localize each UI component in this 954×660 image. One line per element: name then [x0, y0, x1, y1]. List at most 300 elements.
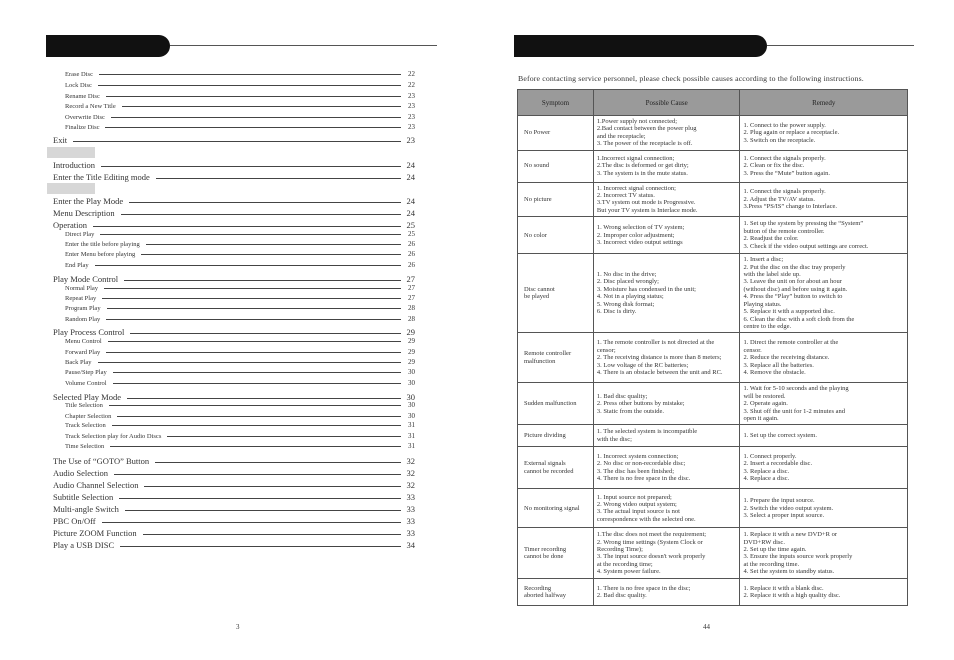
toc-entry-page: 22	[408, 70, 415, 78]
symptom-cell-line: cannot be done	[524, 553, 564, 561]
troubleshooting-table	[517, 89, 908, 606]
remedy-cell-line: 4. Remove the obstacle.	[743, 368, 806, 376]
toc-entry-label: Random Play	[65, 316, 101, 323]
table-row	[518, 447, 908, 489]
toc-entry-label: PBC On/Off	[53, 516, 96, 526]
toc-entry-label: Chapter Selection	[65, 413, 112, 420]
toc-leader-line	[106, 96, 401, 97]
remedy-cell-line: 2. Set up the time again.	[743, 545, 807, 553]
table-row	[518, 383, 908, 425]
toc-entry-page: 30	[408, 401, 415, 409]
toc-entry	[53, 480, 415, 490]
remedy-cell-line: Playing status.	[743, 300, 782, 308]
cause-header: Possible Cause	[593, 90, 740, 116]
toc-leader-line	[113, 383, 401, 384]
remedy-cell-line: 1. Prepare the input source.	[743, 497, 815, 505]
cause-cell-line: and the receptacle;	[596, 132, 646, 140]
toc-entry	[53, 528, 415, 538]
toc-entry-page: 24	[406, 196, 415, 206]
toc-entry-label: Rename Disc	[65, 93, 100, 100]
toc-leader-line	[98, 362, 401, 363]
cause-cell-line: 2. Press other buttons by mistake;	[596, 400, 685, 408]
section-bar	[47, 147, 95, 158]
remedy-cell-line: 3. Press the “Mute” button again.	[743, 169, 830, 177]
cause-cell-line: 1. The selected system is incompatible	[596, 428, 698, 436]
toc-entry-page: 30	[408, 379, 415, 387]
cause-cell-line: 4. System power failure.	[596, 568, 661, 576]
cause-cell	[593, 383, 740, 425]
cause-cell-line: 5. Wrong disk format;	[596, 300, 655, 308]
toc-leader-line	[155, 462, 401, 463]
remedy-cell-line: with the label side up.	[743, 271, 801, 279]
header-rule	[767, 45, 914, 46]
toc-entry-page: 30	[406, 392, 415, 402]
cause-cell	[593, 579, 740, 606]
symptom-cell-line: cannot be recorded	[524, 467, 574, 475]
cause-cell-line: 2. No disc or non-recordable disc;	[596, 460, 686, 468]
toc-leader-line	[127, 398, 401, 399]
symptom-cell	[518, 254, 594, 333]
cause-cell-line: censor;	[596, 346, 616, 354]
remedy-cell-line: 3. Check if the video output settings are correct.	[743, 242, 869, 250]
toc-entry-page: 27	[408, 284, 415, 292]
toc-leader-line	[117, 416, 401, 417]
remedy-cell-line: 2. Plug again or replace a receptacle.	[743, 129, 840, 137]
toc-entry	[53, 208, 415, 218]
toc-entry-label: Multi-angle Switch	[53, 504, 119, 514]
remedy-cell-line: 3. Ensure the inputs source work properly	[743, 553, 853, 561]
remedy-cell-line: open it again.	[743, 414, 779, 422]
toc-entry	[53, 196, 415, 206]
toc-entry-label: Menu Description	[53, 208, 115, 218]
toc-entry-page: 33	[406, 492, 415, 502]
toc-leader-line	[124, 280, 401, 281]
table-row	[518, 489, 908, 528]
toc-entry	[53, 379, 415, 387]
remedy-cell-line: 4. Replace a disc.	[743, 475, 790, 483]
toc-entry-label: Overwrite Disc	[65, 114, 105, 121]
toc-entry-label: Subtitle Selection	[53, 492, 114, 502]
remedy-cell-line: 1. Direct the remote controller at the	[743, 339, 839, 347]
toc-entry-label: Play Mode Control	[53, 274, 119, 284]
symptom-cell	[518, 383, 594, 425]
table-row	[518, 528, 908, 579]
toc-entry	[53, 81, 415, 89]
toc-entry-label: Picture ZOOM Function	[53, 528, 137, 538]
toc-leader-line	[141, 254, 401, 255]
cause-cell-line: But your TV system is Interlace mode.	[596, 206, 698, 214]
remedy-cell-line: 2. Put the disc on the disc tray properly	[743, 263, 846, 271]
symptom-cell-line: Disc cannot	[524, 285, 555, 293]
toc-entry-label: The Use of “GOTO” Button	[53, 456, 150, 466]
cause-cell-line: 1.Power supply not connected;	[596, 118, 678, 125]
cause-cell-line: 2.Bad contact between the power plug	[596, 125, 697, 133]
symptom-cell	[518, 528, 594, 579]
toc-entry	[53, 327, 415, 337]
cause-cell-line: 1. Wrong selection of TV system;	[596, 224, 685, 232]
cause-cell-line: 2.The disc is deformed or get dirty;	[596, 162, 689, 170]
toc-entry	[53, 456, 415, 466]
toc-leader-line	[125, 510, 401, 511]
cause-cell-line: 3. The disc has been finished;	[596, 467, 674, 475]
remedy-cell	[740, 425, 908, 447]
cause-cell-line: 6. Disc is dirty.	[596, 308, 637, 316]
toc-entry-page: 30	[408, 412, 415, 420]
toc-entry-label: Enter the Play Mode	[53, 196, 124, 206]
remedy-cell-line: 1. Connect the signals properly.	[743, 188, 826, 196]
remedy-cell-line: 1. Replace it with a blank disc.	[743, 584, 824, 592]
symptom-cell-line: No color	[524, 231, 547, 239]
cause-cell-line: 2. Wrong video output system;	[596, 500, 677, 508]
cause-cell-line: 1. Bad disc quality;	[596, 392, 648, 400]
toc-entry-label: Enter Menu before playing	[65, 251, 136, 258]
symptom-cell-line: No picture	[524, 195, 552, 203]
symptom-cell	[518, 116, 594, 151]
symptom-cell	[518, 489, 594, 528]
toc-entry-label: Enter the title before playing	[65, 241, 140, 248]
cause-cell-line: 2. Wrong time settings (System Clock or	[596, 538, 703, 546]
toc-leader-line	[93, 226, 401, 227]
cause-cell-line: 2. Disc placed wrongly;	[596, 278, 659, 286]
toc-entry	[53, 516, 415, 526]
table-row	[518, 116, 908, 151]
symptom-cell-line: aborted halfway	[524, 592, 567, 600]
toc-entry-page: 31	[408, 421, 415, 429]
toc-entry-page: 32	[406, 468, 415, 478]
toc-leader-line	[112, 425, 401, 426]
cause-cell-line: 2. Improper color adjustment;	[596, 231, 675, 239]
remedy-cell-line: button of the remote controller.	[743, 227, 825, 235]
toc-entry-label: Exit	[53, 135, 68, 145]
remedy-cell	[740, 254, 908, 333]
remedy-cell-line: 1. Insert a disc;	[743, 256, 784, 264]
toc-entry-page: 28	[408, 315, 415, 323]
header-tab	[46, 35, 170, 57]
toc-entry-label: Operation	[53, 220, 87, 230]
toc-entry-page: 24	[406, 160, 415, 170]
cause-cell-line: 1.Incorrect signal connection;	[596, 155, 675, 163]
symptom-cell	[518, 150, 594, 182]
symptom-cell	[518, 579, 594, 606]
toc-leader-line	[102, 298, 401, 299]
remedy-cell-line: will be restored.	[743, 392, 786, 400]
toc-entry	[53, 337, 415, 345]
toc-entry-page: 27	[406, 274, 415, 284]
toc-entry	[53, 442, 415, 450]
cause-cell-line: 3. Incorrect video output settings	[596, 238, 683, 246]
toc-entry-label: Lock Disc	[65, 82, 92, 89]
toc-entry	[53, 540, 415, 550]
toc-entry	[53, 123, 415, 131]
cause-cell-line: 4. Not in a playing status;	[596, 293, 664, 301]
remedy-cell	[740, 528, 908, 579]
toc-entry-label: Track Selection	[65, 422, 106, 429]
toc-entry	[53, 294, 415, 302]
toc-entry-page: 26	[408, 261, 415, 269]
symptom-cell-line: Remote controller	[524, 350, 572, 358]
toc-leader-line	[111, 117, 401, 118]
toc-entry-label: Direct Play	[65, 231, 95, 238]
remedy-cell-line: 2. Operate again.	[743, 400, 788, 408]
toc-leader-line	[130, 333, 401, 334]
table-row	[518, 150, 908, 182]
toc-entry	[53, 250, 415, 258]
toc-leader-line	[100, 234, 401, 235]
toc-leader-line	[109, 405, 401, 406]
symptom-cell-line: No monitoring signal	[524, 504, 580, 512]
toc-entry-page: 25	[406, 220, 415, 230]
toc-entry-page: 31	[408, 432, 415, 440]
toc-leader-line	[106, 319, 401, 320]
remedy-cell-line: 1. Replace it with a new DVD+R or	[743, 531, 838, 539]
toc-entry-label: End Play	[65, 262, 89, 269]
cause-cell-line: 2. Bad disc quality.	[596, 592, 647, 600]
remedy-cell-line: 2. Readjust the color.	[743, 235, 799, 243]
cause-cell-line: 3. Static from the outside.	[596, 407, 665, 415]
toc-leader-line	[106, 352, 401, 353]
toc-entry	[53, 113, 415, 121]
toc-entry-page: 24	[406, 208, 415, 218]
cause-cell-line: 3. The input source doesn't work properly	[596, 553, 706, 561]
cause-cell-line: 1. The remote controller is not directed at the	[596, 339, 715, 347]
toc-entry-page: 24	[406, 172, 415, 182]
symptom-cell-line: Recording	[524, 584, 552, 592]
cause-cell	[593, 528, 740, 579]
cause-cell-line: 3.TV system out mode is Progressive.	[596, 199, 696, 207]
toc-entry-page: 32	[406, 480, 415, 490]
symptom-cell	[518, 425, 594, 447]
toc-leader-line	[120, 546, 401, 547]
remedy-header: Remedy	[740, 90, 908, 116]
toc-entry	[53, 412, 415, 420]
symptom-cell	[518, 333, 594, 383]
remedy-cell-line: 3. Replace all the batteries.	[743, 361, 814, 369]
remedy-cell	[740, 333, 908, 383]
toc-entry-page: 29	[408, 337, 415, 345]
remedy-cell-line: 3. Select a proper input source.	[743, 512, 825, 520]
toc-entry-page: 26	[408, 240, 415, 248]
toc-entry	[53, 504, 415, 514]
remedy-cell	[740, 579, 908, 606]
symptom-cell-line: Sudden malfunction	[524, 400, 577, 408]
toc-entry	[53, 304, 415, 312]
remedy-cell-line: 5. Replace it with a supported disc.	[743, 308, 835, 316]
remedy-cell	[740, 489, 908, 528]
remedy-cell-line: 6. Clean the disc with a soft cloth from the	[743, 315, 855, 323]
table-row	[518, 254, 908, 333]
symptom-cell-line: Timer recording	[524, 545, 567, 553]
toc-entry-label: Selected Play Mode	[53, 392, 121, 402]
toc-entry-label: Record a New Title	[65, 103, 116, 110]
table-row	[518, 579, 908, 606]
toc-leader-line	[102, 522, 401, 523]
toc-leader-line	[144, 486, 401, 487]
remedy-cell-line: 1. Connect properly.	[743, 453, 797, 461]
toc-leader-line	[108, 341, 401, 342]
remedy-cell-line: 2. Clean or fix the disc.	[743, 162, 805, 170]
toc-entry	[53, 492, 415, 502]
cause-cell-line: 1.The disc does not meet the requirement;	[596, 531, 707, 539]
toc-entry-label: Track Selection play for Audio Discs	[65, 433, 162, 440]
cause-cell	[593, 489, 740, 528]
toc-entry-page: 26	[408, 250, 415, 258]
toc-entry	[53, 315, 415, 323]
toc-entry	[53, 368, 415, 376]
toc-entry-page: 27	[408, 294, 415, 302]
intro-text: Before contacting service personnel, please check possible causes according to the following instructions.	[518, 74, 864, 83]
toc-leader-line	[146, 244, 401, 245]
toc-entry-label: Pause/Step Play	[65, 369, 107, 376]
cause-cell-line: correspondence with the selected one.	[596, 515, 696, 523]
toc-entry-label: Forward Play	[65, 349, 101, 356]
table-row	[518, 217, 908, 254]
remedy-cell-line: censor.	[743, 346, 762, 354]
toc-entry-page: 23	[408, 113, 415, 121]
remedy-cell-line: DVD+RW disc.	[743, 538, 785, 546]
toc-entry-page: 25	[408, 230, 415, 238]
cause-cell-line: 2. The receiving distance is more than 8 meters;	[596, 354, 722, 362]
toc-entry	[53, 172, 415, 182]
table-row	[518, 425, 908, 447]
cause-cell-line: Recording Time);	[596, 545, 643, 553]
remedy-cell	[740, 217, 908, 254]
remedy-cell-line: 3. Switch on the receptacle.	[743, 136, 816, 144]
toc-entry-page: 33	[406, 528, 415, 538]
symptom-cell-line: be played	[524, 293, 550, 301]
remedy-cell-line: 2. Replace it with a high quality disc.	[743, 592, 841, 600]
toc-entry-page: 31	[408, 442, 415, 450]
cause-cell-line: 3. Moisture has condensed in the unit;	[596, 285, 696, 293]
toc-leader-line	[104, 288, 401, 289]
section-bar	[47, 183, 95, 194]
right-page	[477, 0, 954, 660]
cause-cell-line: with the disc;	[596, 435, 632, 443]
remedy-cell-line: 1. Connect the signals properly.	[743, 155, 826, 163]
toc-entry-label: Program Play	[65, 305, 101, 312]
toc-leader-line	[98, 85, 401, 86]
toc-leader-line	[99, 74, 401, 75]
toc-entry-page: 32	[406, 456, 415, 466]
toc-entry	[53, 348, 415, 356]
table-row	[518, 182, 908, 217]
remedy-cell-line: 3.Press “PS/IS” change to Interlace.	[743, 203, 837, 211]
cause-cell-line: 1. No disc in the drive;	[596, 271, 657, 279]
remedy-cell-line: 2. Adjust the TV/AV status.	[743, 195, 815, 203]
toc-entry-label: Title Selection	[65, 402, 103, 409]
toc-entry-label: Back Play	[65, 359, 92, 366]
cause-cell-line: 3. The system is in the mute status.	[596, 169, 688, 177]
toc-entry-label: Volume Control	[65, 380, 107, 387]
toc-entry	[53, 135, 415, 145]
symptom-cell-line: No Power	[524, 129, 551, 137]
toc-entry-label: Time Selection	[65, 443, 105, 450]
cause-cell	[593, 116, 740, 151]
remedy-cell-line: 1. Set up the system by pressing the “System”	[743, 220, 864, 228]
table-header-row	[518, 90, 908, 116]
remedy-cell-line: 1. Connect to the power supply.	[743, 121, 826, 129]
remedy-cell-line: 4. Set the system to standby status.	[743, 568, 835, 576]
remedy-cell-line: 1. Wait for 5-10 seconds and the playing	[743, 385, 849, 393]
toc-entry-label: Audio Channel Selection	[53, 480, 139, 490]
cause-cell-line: 1. There is no free space in the disc;	[596, 584, 691, 592]
cause-cell-line: 4. There is no free space in the disc.	[596, 475, 691, 483]
toc-leader-line	[129, 202, 401, 203]
cause-cell-line: 3. Low voltage of the RC batteries;	[596, 361, 689, 369]
cause-cell-line: 3. The power of the receptacle is off.	[596, 140, 693, 148]
symptom-cell	[518, 182, 594, 217]
cause-cell-line: 2. Incorrect TV status.	[596, 192, 655, 200]
toc-leader-line	[105, 127, 401, 128]
toc-entry	[53, 421, 415, 429]
header-rule	[170, 45, 437, 46]
toc-entry-page: 29	[408, 348, 415, 356]
remedy-cell	[740, 383, 908, 425]
toc-entry-page: 23	[408, 102, 415, 110]
toc-entry-page: 22	[408, 81, 415, 89]
toc-entry	[53, 92, 415, 100]
toc-entry	[53, 240, 415, 248]
remedy-cell-line: 1. Set up the correct system.	[743, 432, 817, 440]
toc-entry-label: Enter the Title Editing mode	[53, 172, 150, 182]
toc-leader-line	[167, 436, 401, 437]
cause-cell-line: 3. The actual input source is not	[596, 508, 680, 516]
remedy-cell	[740, 447, 908, 489]
toc-entry	[53, 220, 415, 230]
toc-entry-label: Audio Selection	[53, 468, 109, 478]
remedy-cell-line: 2. Reduce the receiving distance.	[743, 354, 830, 362]
toc-entry-label: Introduction	[53, 160, 96, 170]
symptom-header: Symptom	[518, 90, 594, 116]
toc-leader-line	[114, 474, 401, 475]
toc-entry-page: 29	[406, 327, 415, 337]
toc-entry-page: 23	[406, 135, 415, 145]
toc-leader-line	[73, 141, 401, 142]
symptom-cell-line: No sound	[524, 162, 550, 170]
remedy-cell-line: 2. Insert a recordable disc.	[743, 460, 813, 468]
toc-entry	[53, 284, 415, 292]
cause-cell-line: 4. There is an obstacle between the unit and RC.	[596, 368, 723, 376]
remedy-cell-line: 3. Shut off the unit for 1-2 minutes and	[743, 407, 846, 415]
page-number: 44	[703, 623, 710, 631]
remedy-cell	[740, 150, 908, 182]
cause-cell-line: 1. Incorrect system connection;	[596, 453, 679, 461]
cause-cell	[593, 333, 740, 383]
toc-leader-line	[156, 178, 401, 179]
toc-entry-page: 34	[406, 540, 415, 550]
cause-cell	[593, 425, 740, 447]
toc-leader-line	[110, 446, 401, 447]
toc-entry-label: Play a USB DISC	[53, 540, 115, 550]
toc-entry-label: Erase Disc	[65, 71, 93, 78]
toc-entry	[53, 102, 415, 110]
toc-leader-line	[101, 166, 401, 167]
remedy-cell-line: 2. Switch the video output system.	[743, 504, 834, 512]
remedy-cell-line: (without disc) and before using it again.	[743, 285, 848, 293]
toc-leader-line	[122, 106, 401, 107]
cause-cell	[593, 254, 740, 333]
remedy-cell-line: centre to the edge.	[743, 322, 792, 330]
toc-entry-label: Normal Play	[65, 285, 99, 292]
toc-entry-page: 33	[406, 516, 415, 526]
remedy-cell-line: at the recording time.	[743, 560, 800, 568]
symptom-cell-line: Picture dividing	[524, 432, 566, 440]
header-tab	[514, 35, 767, 57]
cause-cell	[593, 217, 740, 254]
toc-entry	[53, 401, 415, 409]
symptom-cell-line: malfunction	[524, 357, 556, 365]
symptom-cell	[518, 217, 594, 254]
toc-leader-line	[143, 534, 401, 535]
